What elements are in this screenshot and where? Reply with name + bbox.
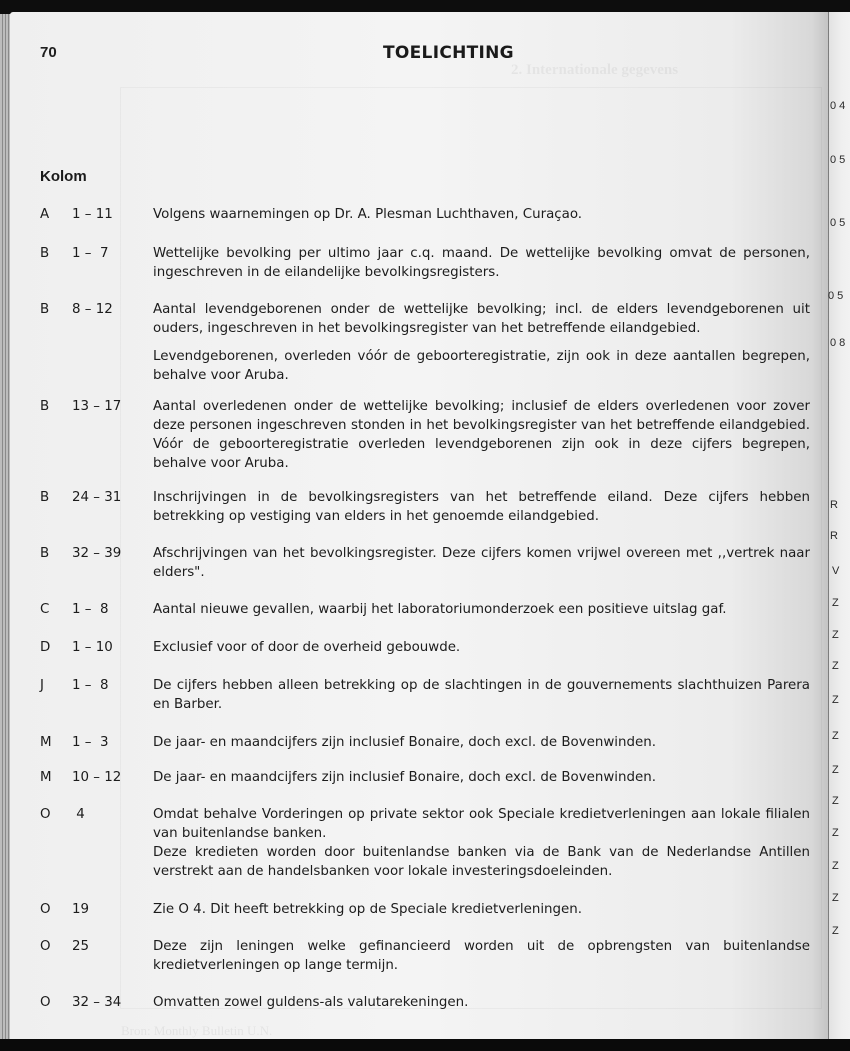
note-paragraph: De cijfers hebben alleen betrekking op de slachtingen in de gouvernements slachthuizen Parera en Barber. <box>153 678 810 712</box>
margin-mark: Z <box>832 860 839 872</box>
note-columns: 32 – 34 <box>72 995 122 1010</box>
margin-mark: Z <box>832 660 839 672</box>
note-columns: 1 – 11 <box>72 207 113 222</box>
margin-mark: 0 4 <box>830 100 846 112</box>
note-table-letter: D <box>40 640 51 655</box>
scan-bottom-edge <box>0 1039 850 1051</box>
note-paragraph: Aantal overledenen onder de wettelijke bevolking; inclusief de elders overledenen voor zover deze personen ingeschreven stonden in het bevolkingsregister van het betreffende eilandgebied. Vóór de geboorteregistratie overleden levendgeborenen zijn ook in deze cijfers begrepen, behalve voor Aruba. <box>153 399 810 471</box>
margin-mark: Z <box>832 795 839 807</box>
note-columns: 1 – 7 <box>72 246 109 261</box>
note-text <box>153 676 810 714</box>
note-paragraph: Afschrijvingen van het bevolkingsregister. Deze cijfers komen vrijwel overeen met ,,vertrek naar elders". <box>153 546 810 580</box>
note-table-letter: B <box>40 302 50 317</box>
note-paragraph: Aantal levendgeborenen onder de wettelijke bevolking; incl. de elders levendgeborenen uit ouders, ingeschreven in het bevolkingsregister van het betreffende eilandgebied. <box>153 302 810 336</box>
margin-mark: 0 5 <box>828 290 844 302</box>
note-text <box>153 638 810 657</box>
margin-mark: Z <box>832 694 839 706</box>
note-text <box>153 993 810 1012</box>
note-columns: 19 <box>72 902 90 917</box>
note-columns: 1 – 10 <box>72 640 113 655</box>
margin-mark: Z <box>832 764 839 776</box>
note-table-letter: B <box>40 490 50 505</box>
note-columns: 13 – 17 <box>72 399 122 414</box>
note-text <box>153 805 810 881</box>
note-text <box>153 244 810 282</box>
note-columns: 10 – 12 <box>72 770 122 785</box>
note-paragraph: De jaar- en maandcijfers zijn inclusief Bonaire, doch excl. de Bovenwinden. <box>153 735 656 750</box>
note-table-letter: C <box>40 602 50 617</box>
note-paragraph: Omvatten zowel guldens-als valutarekeningen. <box>153 995 469 1010</box>
note-table-letter: O <box>40 902 51 917</box>
note-paragraph: Deze kredieten worden door buitenlandse banken via de Bank van de Nederlandse Antillen verstrekt aan de handelsbanken voor lokale investeringsdoeleinden. <box>153 845 810 879</box>
note-text <box>153 300 810 385</box>
note-paragraph: Exclusief voor of door de overheid gebouwde. <box>153 640 461 655</box>
note-text <box>153 600 810 619</box>
bleed-through-source: Bron: Monthly Bulletin U.N. <box>121 1023 273 1038</box>
note-columns: 1 – 3 <box>72 735 109 750</box>
note-text <box>153 900 810 919</box>
note-paragraph: Deze zijn leningen welke gefinancieerd worden uit de opbrengsten van buitenlandse kredietverleningen op lange termijn. <box>153 939 810 973</box>
note-text <box>153 937 810 975</box>
margin-mark: 0 5 <box>830 217 846 229</box>
note-table-letter: O <box>40 939 51 954</box>
note-table-letter: M <box>40 735 52 750</box>
margin-mark: Z <box>832 925 839 937</box>
note-columns: 8 – 12 <box>72 302 113 317</box>
note-table-letter: O <box>40 995 51 1010</box>
note-table-letter: B <box>40 546 50 561</box>
note-text <box>153 768 810 787</box>
margin-mark: 0 8 <box>830 337 846 349</box>
margin-mark: Z <box>832 892 839 904</box>
note-columns: 25 <box>72 939 90 954</box>
note-text <box>153 488 810 526</box>
note-paragraph: Wettelijke bevolking per ultimo jaar c.q. maand. De wettelijke bevolking omvat de personen, ingeschreven in de eilandelijke bevolkingsregisters. <box>153 246 810 280</box>
page-number: 70 <box>40 44 57 61</box>
note-table-letter: O <box>40 807 51 822</box>
note-paragraph: Zie O 4. Dit heeft betrekking op de Speciale kredietverleningen. <box>153 902 583 917</box>
note-paragraph: Volgens waarnemingen op Dr. A. Plesman Luchthaven, Curaçao. <box>153 207 583 222</box>
page-title: TOELICHTING <box>383 43 514 63</box>
margin-mark: V <box>832 565 840 577</box>
note-table-letter: B <box>40 399 50 414</box>
note-paragraph: Omdat behalve Vorderingen op private sektor ook Speciale kredietverleningen aan lokale filialen van buitenlandse banken. <box>153 807 810 841</box>
margin-mark: Z <box>832 827 839 839</box>
note-table-letter: M <box>40 770 52 785</box>
note-columns: 4 <box>72 807 85 822</box>
note-paragraph: De jaar- en maandcijfers zijn inclusief Bonaire, doch excl. de Bovenwinden. <box>153 770 656 785</box>
note-table-letter: A <box>40 207 50 222</box>
note-paragraph: Aantal nieuwe gevallen, waarbij het laboratoriumonderzoek een positieve uitslag gaf. <box>153 602 727 617</box>
margin-mark: R <box>830 499 838 511</box>
margin-mark: R <box>830 530 838 542</box>
margin-mark: Z <box>832 597 839 609</box>
margin-mark: Z <box>832 629 839 641</box>
note-text <box>153 205 810 224</box>
note-columns: 1 – 8 <box>72 602 109 617</box>
note-columns: 24 – 31 <box>72 490 122 505</box>
note-columns: 32 – 39 <box>72 546 122 561</box>
margin-mark: 0 5 <box>830 154 846 166</box>
note-paragraph: Levendgeborenen, overleden vóór de geboorteregistratie, zijn ook in deze aantallen begrepen, behalve voor Aruba. <box>153 349 810 383</box>
bleed-through-title: 2. Internationale gegevens <box>511 62 679 78</box>
note-text <box>153 397 810 473</box>
facing-page-margin <box>828 12 850 1041</box>
note-table-letter: J <box>40 678 44 693</box>
note-text <box>153 733 810 752</box>
note-table-letter: B <box>40 246 50 261</box>
note-text <box>153 544 810 582</box>
section-heading: Kolom <box>40 168 87 185</box>
note-paragraph: Inschrijvingen in de bevolkingsregisters van het betreffende eiland. Deze cijfers hebben betrekking op vestiging van elders in het genoemde eilandgebied. <box>153 490 810 524</box>
note-columns: 1 – 8 <box>72 678 109 693</box>
margin-mark: Z <box>832 730 839 742</box>
